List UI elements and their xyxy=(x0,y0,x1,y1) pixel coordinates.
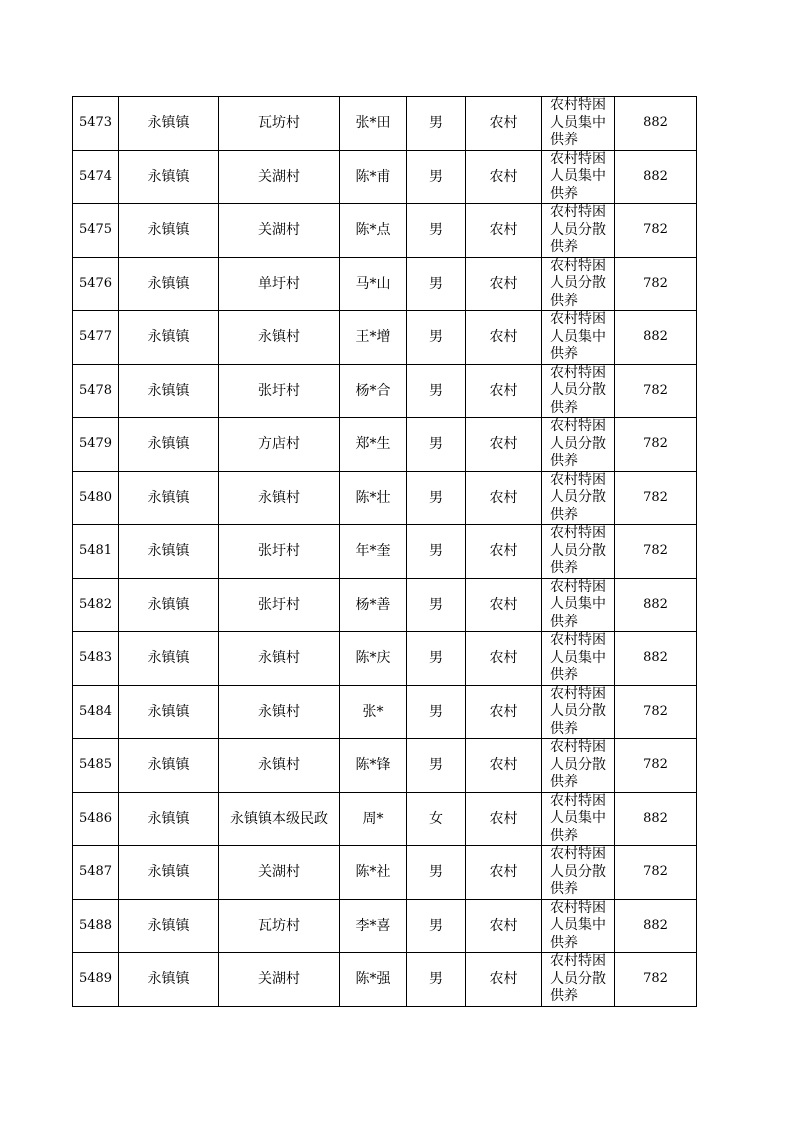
person-name-cell: 陈*甫 xyxy=(340,150,407,204)
row-number-cell: 5477 xyxy=(73,311,119,365)
gender-cell: 男 xyxy=(407,311,466,365)
gender-cell: 女 xyxy=(407,792,466,846)
amount-cell: 882 xyxy=(615,899,697,953)
table-row xyxy=(73,685,697,739)
row-number-cell: 5475 xyxy=(73,204,119,258)
village-cell: 关湖村 xyxy=(219,953,340,1007)
town-cell: 永镇镇 xyxy=(119,899,219,953)
support-type-text: 农村特困人员集中供养 xyxy=(550,150,606,202)
area-cell: 农村 xyxy=(466,685,542,739)
support-type-text: 农村特困人员分散供养 xyxy=(550,953,606,1004)
area-cell: 农村 xyxy=(466,204,542,258)
support-type-text: 农村特困人员集中供养 xyxy=(550,97,606,148)
support-type-cell xyxy=(542,525,615,579)
gender-cell: 男 xyxy=(407,578,466,632)
person-name-cell: 陈*庆 xyxy=(340,632,407,686)
row-number-cell: 5476 xyxy=(73,257,119,311)
village-cell: 永镇镇本级民政 xyxy=(219,792,340,846)
area-cell: 农村 xyxy=(466,846,542,900)
town-cell: 永镇镇 xyxy=(119,685,219,739)
gender-cell: 男 xyxy=(407,471,466,525)
table-row xyxy=(73,311,697,365)
town-cell: 永镇镇 xyxy=(119,364,219,418)
area-cell: 农村 xyxy=(466,418,542,472)
row-number-cell: 5480 xyxy=(73,471,119,525)
table-row xyxy=(73,578,697,632)
table-row xyxy=(73,257,697,311)
support-type-text: 农村特困人员集中供养 xyxy=(550,792,606,844)
area-cell: 农村 xyxy=(466,97,542,151)
row-number-cell: 5479 xyxy=(73,418,119,472)
gender-cell: 男 xyxy=(407,150,466,204)
person-name-cell: 年*奎 xyxy=(340,525,407,579)
town-cell: 永镇镇 xyxy=(119,257,219,311)
amount-cell: 782 xyxy=(615,364,697,418)
amount-cell: 782 xyxy=(615,418,697,472)
table-row xyxy=(73,525,697,579)
town-cell: 永镇镇 xyxy=(119,311,219,365)
support-type-text: 农村特困人员分散供养 xyxy=(550,418,606,469)
gender-cell: 男 xyxy=(407,97,466,151)
village-cell: 瓦坊村 xyxy=(219,899,340,953)
support-type-cell xyxy=(542,204,615,258)
table-row xyxy=(73,97,697,151)
table-row xyxy=(73,792,697,846)
person-name-cell: 张*田 xyxy=(340,97,407,151)
village-cell: 关湖村 xyxy=(219,846,340,900)
amount-cell: 882 xyxy=(615,97,697,151)
area-cell: 农村 xyxy=(466,632,542,686)
amount-cell: 782 xyxy=(615,204,697,258)
table-row xyxy=(73,739,697,793)
gender-cell: 男 xyxy=(407,739,466,793)
table-row xyxy=(73,846,697,900)
amount-cell: 882 xyxy=(615,632,697,686)
support-type-cell xyxy=(542,471,615,525)
village-cell: 永镇村 xyxy=(219,739,340,793)
support-type-text: 农村特困人员分散供养 xyxy=(550,257,606,309)
support-type-text: 农村特困人员分散供养 xyxy=(550,471,606,523)
support-type-cell xyxy=(542,739,615,793)
row-number-cell: 5484 xyxy=(73,685,119,739)
town-cell: 永镇镇 xyxy=(119,632,219,686)
town-cell: 永镇镇 xyxy=(119,578,219,632)
town-cell: 永镇镇 xyxy=(119,953,219,1007)
gender-cell: 男 xyxy=(407,632,466,686)
support-type-text: 农村特困人员分散供养 xyxy=(550,846,606,897)
amount-cell: 782 xyxy=(615,471,697,525)
support-type-text: 农村特困人员分散供养 xyxy=(550,739,606,790)
amount-cell: 882 xyxy=(615,792,697,846)
area-cell: 农村 xyxy=(466,739,542,793)
amount-cell: 882 xyxy=(615,311,697,365)
support-type-cell xyxy=(542,97,615,151)
gender-cell: 男 xyxy=(407,204,466,258)
village-cell: 单圩村 xyxy=(219,257,340,311)
area-cell: 农村 xyxy=(466,471,542,525)
support-type-cell xyxy=(542,846,615,900)
row-number-cell: 5485 xyxy=(73,739,119,793)
person-name-cell: 陈*锋 xyxy=(340,739,407,793)
village-cell: 永镇村 xyxy=(219,471,340,525)
village-cell: 永镇村 xyxy=(219,632,340,686)
person-name-cell: 马*山 xyxy=(340,257,407,311)
amount-cell: 782 xyxy=(615,739,697,793)
person-name-cell: 杨*善 xyxy=(340,578,407,632)
area-cell: 农村 xyxy=(466,364,542,418)
area-cell: 农村 xyxy=(466,578,542,632)
gender-cell: 男 xyxy=(407,418,466,472)
table-row xyxy=(73,953,697,1007)
village-cell: 张圩村 xyxy=(219,578,340,632)
table-row xyxy=(73,150,697,204)
support-type-cell xyxy=(542,578,615,632)
table-row xyxy=(73,364,697,418)
person-name-cell: 杨*合 xyxy=(340,364,407,418)
village-cell: 关湖村 xyxy=(219,204,340,258)
row-number-cell: 5488 xyxy=(73,899,119,953)
support-type-cell xyxy=(542,899,615,953)
area-cell: 农村 xyxy=(466,525,542,579)
town-cell: 永镇镇 xyxy=(119,739,219,793)
support-type-cell xyxy=(542,364,615,418)
gender-cell: 男 xyxy=(407,953,466,1007)
village-cell: 张圩村 xyxy=(219,525,340,579)
area-cell: 农村 xyxy=(466,899,542,953)
amount-cell: 882 xyxy=(615,578,697,632)
amount-cell: 782 xyxy=(615,953,697,1007)
amount-cell: 782 xyxy=(615,846,697,900)
amount-cell: 882 xyxy=(615,150,697,204)
row-number-cell: 5482 xyxy=(73,578,119,632)
amount-cell: 782 xyxy=(615,257,697,311)
village-cell: 永镇村 xyxy=(219,685,340,739)
person-name-cell: 陈*强 xyxy=(340,953,407,1007)
table-row xyxy=(73,204,697,258)
data-table xyxy=(72,96,697,1007)
table-row xyxy=(73,899,697,953)
town-cell: 永镇镇 xyxy=(119,418,219,472)
village-cell: 瓦坊村 xyxy=(219,97,340,151)
town-cell: 永镇镇 xyxy=(119,846,219,900)
support-type-text: 农村特困人员分散供养 xyxy=(550,685,606,737)
area-cell: 农村 xyxy=(466,257,542,311)
support-type-text: 农村特困人员集中供养 xyxy=(550,578,606,630)
person-name-cell: 陈*壮 xyxy=(340,471,407,525)
table-row xyxy=(73,418,697,472)
person-name-cell: 陈*社 xyxy=(340,846,407,900)
support-type-cell xyxy=(542,632,615,686)
person-name-cell: 李*喜 xyxy=(340,899,407,953)
table-row xyxy=(73,632,697,686)
area-cell: 农村 xyxy=(466,150,542,204)
area-cell: 农村 xyxy=(466,792,542,846)
row-number-cell: 5489 xyxy=(73,953,119,1007)
support-type-text: 农村特困人员集中供养 xyxy=(550,899,606,951)
support-type-cell xyxy=(542,418,615,472)
gender-cell: 男 xyxy=(407,525,466,579)
village-cell: 关湖村 xyxy=(219,150,340,204)
person-name-cell: 陈*点 xyxy=(340,204,407,258)
town-cell: 永镇镇 xyxy=(119,204,219,258)
row-number-cell: 5474 xyxy=(73,150,119,204)
support-type-cell xyxy=(542,311,615,365)
support-type-cell xyxy=(542,953,615,1007)
support-type-text: 农村特困人员集中供养 xyxy=(550,311,606,362)
town-cell: 永镇镇 xyxy=(119,150,219,204)
gender-cell: 男 xyxy=(407,899,466,953)
person-name-cell: 王*增 xyxy=(340,311,407,365)
person-name-cell: 张* xyxy=(340,685,407,739)
support-type-cell xyxy=(542,150,615,204)
support-type-text: 农村特困人员分散供养 xyxy=(550,525,606,576)
support-type-cell xyxy=(542,792,615,846)
amount-cell: 782 xyxy=(615,525,697,579)
town-cell: 永镇镇 xyxy=(119,792,219,846)
amount-cell: 782 xyxy=(615,685,697,739)
support-type-cell xyxy=(542,257,615,311)
support-type-text: 农村特困人员分散供养 xyxy=(550,364,606,416)
gender-cell: 男 xyxy=(407,846,466,900)
town-cell: 永镇镇 xyxy=(119,471,219,525)
village-cell: 永镇村 xyxy=(219,311,340,365)
gender-cell: 男 xyxy=(407,257,466,311)
row-number-cell: 5478 xyxy=(73,364,119,418)
person-name-cell: 周* xyxy=(340,792,407,846)
area-cell: 农村 xyxy=(466,311,542,365)
table-body xyxy=(73,97,697,1007)
row-number-cell: 5483 xyxy=(73,632,119,686)
village-cell: 方店村 xyxy=(219,418,340,472)
support-type-text: 农村特困人员分散供养 xyxy=(550,204,606,255)
town-cell: 永镇镇 xyxy=(119,525,219,579)
row-number-cell: 5481 xyxy=(73,525,119,579)
row-number-cell: 5487 xyxy=(73,846,119,900)
table-row xyxy=(73,471,697,525)
row-number-cell: 5486 xyxy=(73,792,119,846)
row-number-cell: 5473 xyxy=(73,97,119,151)
village-cell: 张圩村 xyxy=(219,364,340,418)
support-type-text: 农村特困人员集中供养 xyxy=(550,632,606,683)
town-cell: 永镇镇 xyxy=(119,97,219,151)
support-type-cell xyxy=(542,685,615,739)
area-cell: 农村 xyxy=(466,953,542,1007)
person-name-cell: 郑*生 xyxy=(340,418,407,472)
gender-cell: 男 xyxy=(407,685,466,739)
gender-cell: 男 xyxy=(407,364,466,418)
